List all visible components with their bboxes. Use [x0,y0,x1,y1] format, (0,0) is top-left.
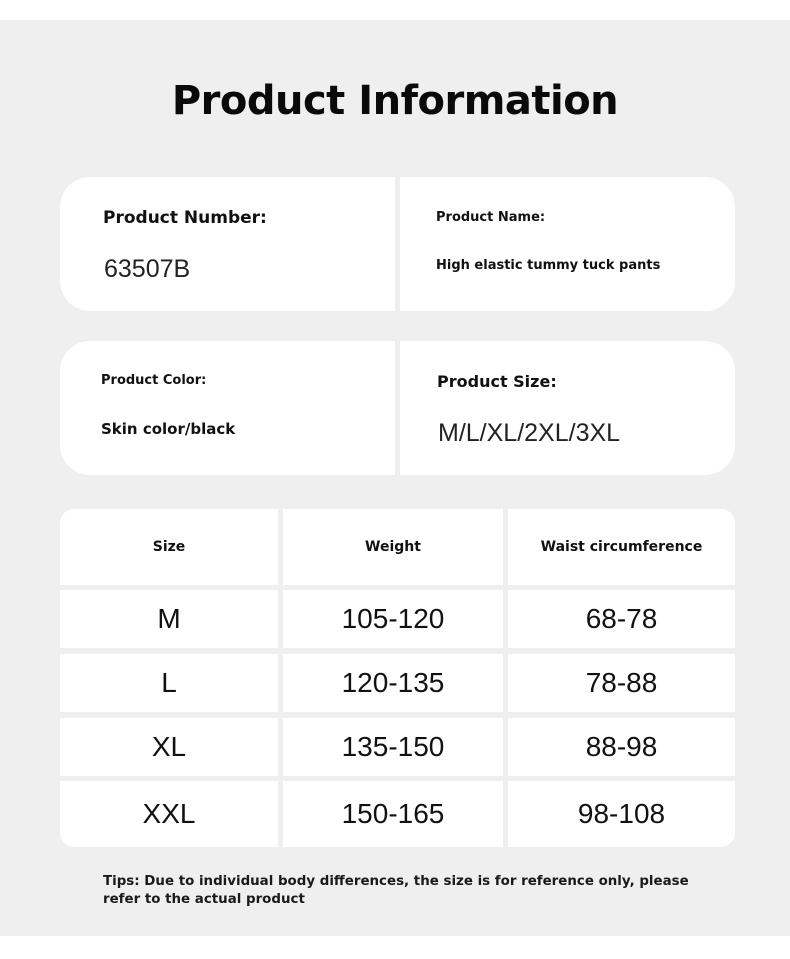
table-cell-weight: 135-150 [283,718,503,776]
table-cell-size: XL [60,718,278,776]
table-cell-weight: 105-120 [283,590,503,648]
size-table [60,509,735,847]
product-name-card [400,177,735,311]
table-cell-waist: 98-108 [508,781,735,847]
table-header-weight: Weight [283,509,503,585]
page-title: Product Information [171,78,619,124]
table-cell-weight: 120-135 [283,654,503,712]
tips-note: Tips: Due to individual body differences, the size is for reference only, please refer to the actual product [103,874,689,907]
table-cell-size: L [60,654,278,712]
product-color-value: Skin color/black [101,420,236,438]
table-cell-waist: 68-78 [508,590,735,648]
product-color-card [60,341,395,475]
product-color-label: Product Color: [101,373,207,388]
product-number-card [60,177,395,311]
table-cell-waist: 88-98 [508,718,735,776]
table-header-waist: Waist circumference [508,509,735,585]
table-cell-size: XXL [60,781,278,847]
table-cell-waist: 78-88 [508,654,735,712]
product-name-value: High elastic tummy tuck pants [436,258,661,273]
table-cell-size: M [60,590,278,648]
table-cell-weight: 150-165 [283,781,503,847]
table-header-size: Size [60,509,278,585]
product-number-value: 63507B [104,255,191,283]
product-size-card [400,341,735,475]
product-number-label: Product Number: [103,208,267,228]
product-name-label: Product Name: [436,210,546,225]
product-size-label: Product Size: [437,372,557,391]
product-size-value: M/L/XL/2XL/3XL [438,419,621,447]
